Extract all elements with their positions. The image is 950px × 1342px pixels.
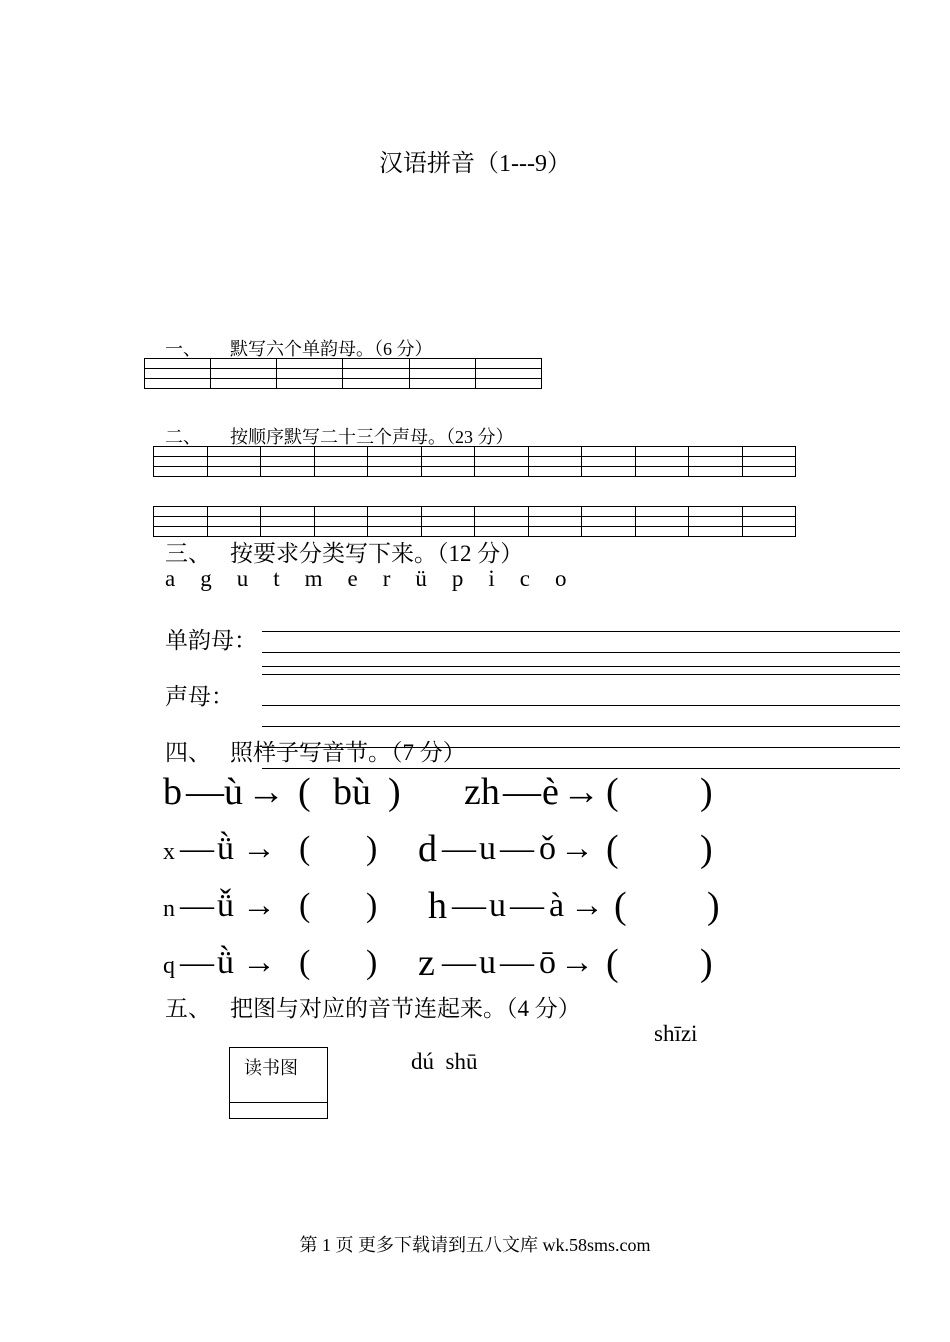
answer-blank-close[interactable]: ) — [366, 887, 378, 924]
letter: i — [488, 566, 495, 591]
paren-open: ( — [298, 771, 311, 813]
answer-line[interactable] — [262, 652, 900, 653]
pinyin-option[interactable]: shīzi — [654, 1021, 698, 1046]
arrow-icon: → — [242, 944, 276, 981]
dash: — — [510, 887, 544, 924]
medial: u — [489, 887, 506, 924]
medial: u — [479, 830, 496, 867]
answer-blank-close[interactable]: ) — [366, 830, 378, 867]
answer-blank-open[interactable]: ( — [299, 944, 311, 981]
letter: ü — [415, 566, 427, 591]
letter: o — [555, 566, 567, 591]
section-4-number: 四、 — [165, 740, 211, 765]
answer-line[interactable] — [262, 631, 900, 632]
section-4-instruction: 照样子写音节。（7 分） — [230, 740, 466, 765]
initial: zh — [464, 771, 500, 813]
section-1-number: 一、 — [165, 339, 201, 359]
final: ǚ — [217, 887, 234, 924]
initial: n — [163, 896, 175, 922]
vowel-writing-grid[interactable] — [144, 358, 542, 389]
answer-blank-open[interactable]: ( — [614, 885, 627, 927]
answer-line[interactable] — [262, 768, 900, 769]
initial: d — [418, 828, 437, 870]
section-3-instruction: 按要求分类写下来。（12 分） — [230, 541, 524, 566]
final: ō — [539, 944, 556, 981]
answer-blank-close[interactable]: ) — [700, 771, 713, 813]
arrow-icon: → — [242, 830, 276, 867]
answer-line[interactable] — [262, 674, 900, 675]
initial-b: b — [163, 771, 182, 813]
answer-blank-close[interactable]: ) — [366, 944, 378, 981]
answer-blank-close[interactable]: ) — [700, 942, 713, 984]
letter: t — [273, 566, 280, 591]
letter: a — [165, 566, 176, 591]
letter-list — [165, 566, 592, 592]
answer-line[interactable] — [262, 666, 900, 667]
answer-line[interactable] — [262, 705, 900, 706]
medial: u — [479, 944, 496, 981]
answer-blank-open[interactable]: ( — [299, 830, 311, 867]
answer-blank-open[interactable]: ( — [606, 942, 619, 984]
initials-grid-row1[interactable] — [153, 446, 796, 477]
answer-blank-open[interactable]: ( — [299, 887, 311, 924]
arrow-icon: → — [562, 771, 600, 813]
section-2-number: 二、 — [165, 427, 201, 447]
dash: — — [186, 771, 224, 813]
answer-blank-open[interactable]: ( — [606, 771, 619, 813]
dash: — — [442, 830, 476, 867]
picture-box-divider — [230, 1102, 327, 1103]
section-1-instruction: 默写六个单韵母。（6 分） — [230, 339, 433, 359]
picture-box[interactable] — [229, 1047, 328, 1119]
dash: — — [180, 944, 214, 981]
answer-blank-open[interactable]: ( — [606, 828, 619, 870]
final: ù — [224, 771, 243, 813]
final: è — [542, 771, 559, 813]
letter: m — [304, 566, 323, 591]
final: ǜ — [217, 830, 234, 867]
final: ǜ — [217, 944, 234, 981]
initial: x — [163, 839, 175, 865]
letter: c — [519, 566, 530, 591]
section-3-number: 三、 — [165, 541, 211, 566]
pinyin-option[interactable]: dú shū — [411, 1049, 478, 1074]
answer-blank-close[interactable]: ) — [707, 885, 720, 927]
final: à — [549, 887, 565, 924]
dash: — — [452, 887, 486, 924]
section-5-instruction: 把图与对应的音节连起来。（4 分） — [230, 996, 581, 1021]
section-5-number: 五、 — [165, 996, 211, 1021]
letter: p — [451, 566, 464, 591]
section-2-instruction: 按顺序默写二十三个声母。（23 分） — [230, 427, 514, 447]
arrow-icon: → — [560, 830, 594, 867]
letter: u — [236, 566, 249, 591]
picture-label: 读书图 — [244, 1058, 298, 1078]
final: ǒ — [539, 830, 556, 867]
letter: r — [382, 566, 391, 591]
arrow-icon: → — [242, 887, 276, 924]
dash: — — [503, 771, 541, 813]
initial: z — [418, 942, 435, 984]
arrow-icon: → — [560, 944, 594, 981]
dash: — — [180, 830, 214, 867]
initials-label: 声母： — [165, 684, 234, 709]
initial: h — [428, 885, 447, 927]
initials-grid-row2[interactable] — [153, 506, 796, 537]
arrow-icon: → — [247, 771, 285, 813]
letter: g — [200, 566, 212, 591]
letter: e — [347, 566, 358, 591]
answer-blank-close[interactable]: ) — [700, 828, 713, 870]
dash: — — [500, 944, 534, 981]
page-title: 汉语拼音（1---9） — [379, 151, 571, 177]
answer-line[interactable] — [262, 726, 900, 727]
dash: — — [442, 944, 476, 981]
dash: — — [500, 830, 534, 867]
paren-close: ) — [388, 771, 401, 813]
example-answer: bù — [333, 771, 371, 813]
initial: q — [163, 953, 175, 979]
page-footer: 第 1 页 更多下载请到五八文库 wk.58sms.com — [299, 1235, 651, 1255]
arrow-icon: → — [570, 887, 604, 924]
vowels-label: 单韵母： — [165, 628, 257, 653]
dash: — — [180, 887, 214, 924]
